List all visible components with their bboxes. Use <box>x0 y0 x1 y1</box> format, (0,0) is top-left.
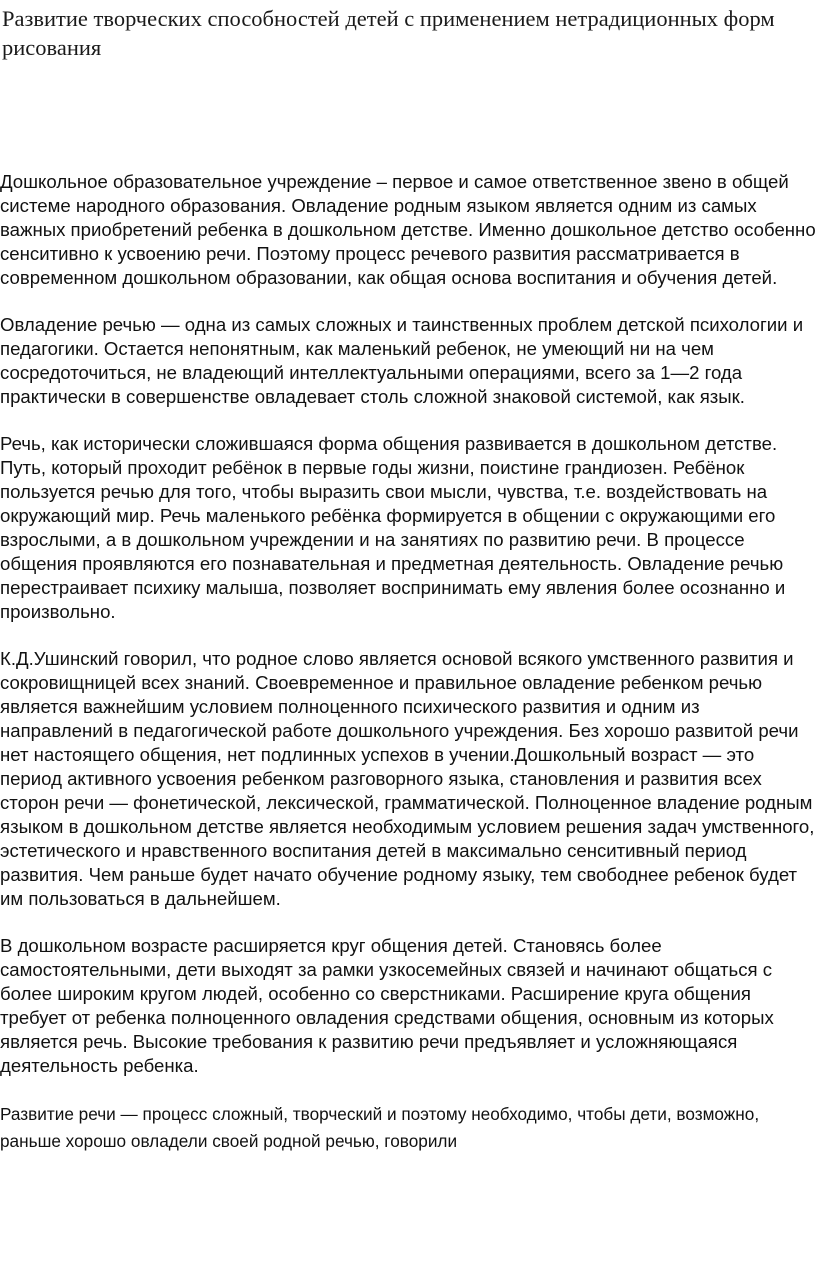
paragraph-4: К.Д.Ушинский говорил, что родное слово является основой всякого умственного развития и сокровищницей всех знаний. Своевременное и правильное овладение ребенком речью является важнейшим условием полноценного психического развития и одним из направлений в педагогической работе дошкольного учреждения. Без хорошо развитой речи нет настоящего общения, нет подлинных успехов в учении.Дошкольный возраст — это период активного усвоения ребенком разговорного языка, становления и развития всех сторон речи — фонетической, лексической, грамматической. Полноценное владение родным языком в дошкольном детстве является необходимым условием решения задач умственного, эстетического и нравственного воспитания детей в максимально сенситивный период развития. Чем раньше будет начато обучение родному языку, тем свободнее ребенок будет им пользоваться в дальнейшем. <box>0 648 815 909</box>
paragraph-5: В дошкольном возрасте расширяется круг общения детей. Становясь более самостоятельными, дети выходят за рамки узкосемейных связей и начинают общаться с более широким кругом людей, особенно со сверстниками. Расширение круга общения требует от ребенка полноценного овладения средствами общения, основным из которых является речь. Высокие требования к развитию речи предъявляет и усложняющаяся деятельность ребенка. <box>0 935 774 1076</box>
paragraph-6: Развитие речи — процесс сложный, творческий и поэтому необходимо, чтобы дети, возможно, раньше хорошо овладели своей родной речью, говорили <box>0 1104 760 1151</box>
paragraph-1: Дошкольное образовательное учреждение – первое и самое ответственное звено в общей системе народного образования. Овладение родным языком является одним из самых важных приобретений ребенка в дошкольном детстве. Именно дошкольное детство особенно сенситивно к усвоению речи. Поэтому процесс речевого развития рассматривается в современном дошкольном образовании, как общая основа воспитания и обучения детей. <box>0 171 816 288</box>
paragraph-2: Овладение речью — одна из самых сложных и таинственных проблем детской психологии и педагогики. Остается непонятным, как маленький ребенок, не умеющий ни на чем сосредоточиться, не владеющий интеллектуальными операциями, всего за 1—2 года практически в совершенстве овладевает столь сложной знаковой системой, как язык. <box>0 314 804 407</box>
document-body <box>0 170 816 1155</box>
paragraph-3: Речь, как исторически сложившаяся форма общения развивается в дошкольном детстве. Путь, который проходит ребёнок в первые годы жизни, поистине грандиозен. Ребёнок пользуется речью для того, чтобы выразить свои мысли, чувства, т.е. воздействовать на окружающий мир. Речь маленького ребёнка формируется в общении с окружающими его взрослыми, а в дошкольном учреждении и на занятиях по развитию речи. В процессе общения проявляются его познавательная и предметная деятельность. Овладение речью перестраивает психику малыша, позволяет воспринимать ему явления более осознанно и произвольно. <box>0 433 786 622</box>
document-title: Развитие творческих способностей детей с применением нетрадиционных форм рисования <box>2 6 775 60</box>
